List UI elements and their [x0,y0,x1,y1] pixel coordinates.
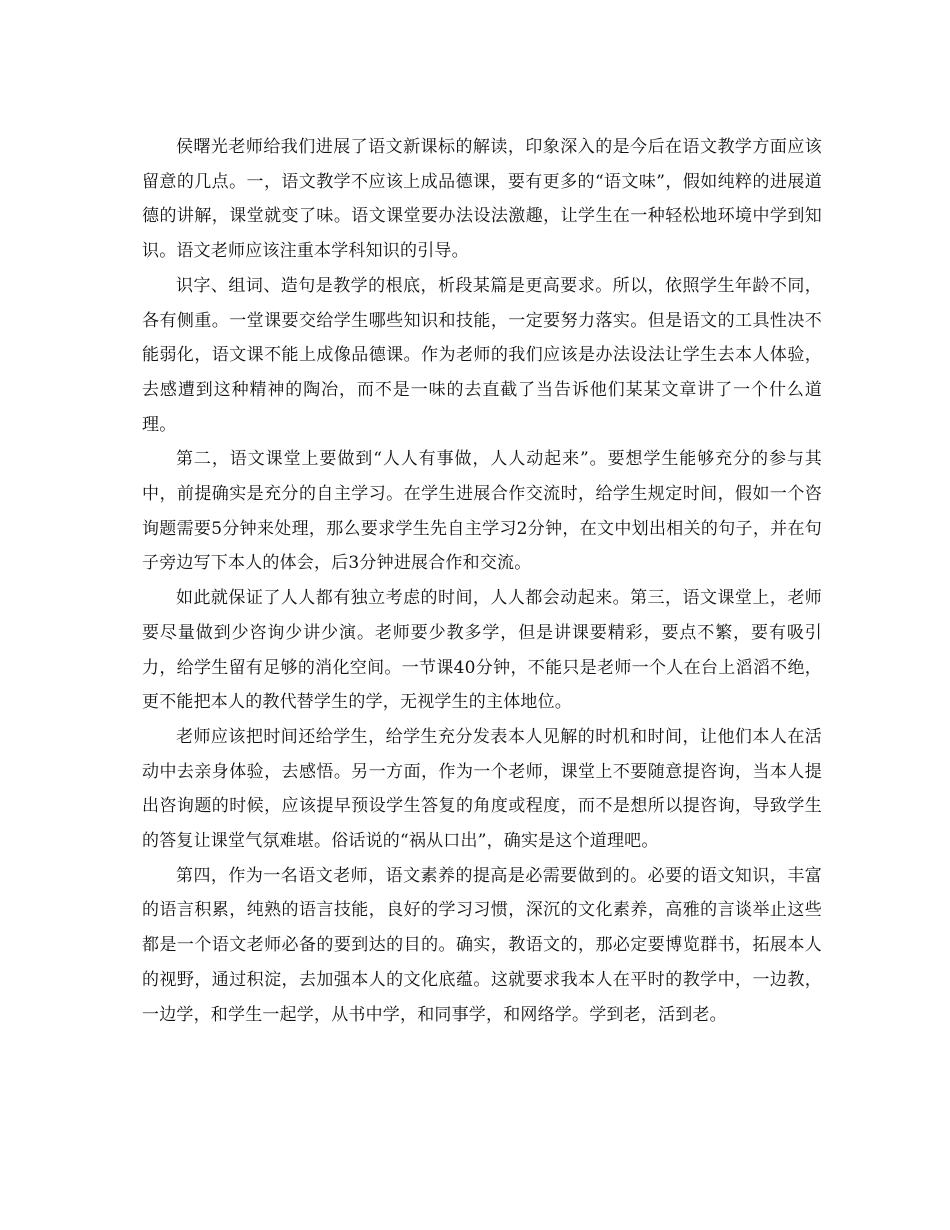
document-body [142,130,822,1032]
paragraph-4: 如此就保证了人人都有独立考虑的时间，人人都会动起来。第三，语文课堂上，老师要尽量做到少咨询少讲少演。老师要少教多学，但是讲课要精彩，要点不繁，要有吸引力，给学生留有足够的消化空间。一节课40分钟，不能只是老师一个人在台上滔滔不绝，更不能把本人的教代替学生的学，无视学生的主体地位。 [142,588,822,713]
paragraph-2: 识字、组词、造句是教学的根底，析段某篇是更高要求。所以，依照学生年龄不同，各有侧重。一堂课要交给学生哪些知识和技能，一定要努力落实。但是语文的工具性决不能弱化，语文课不能上成像品德课。作为老师的我们应该是办法设法让学生去本人体验，去感遭到这种精神的陶冶，而不是一味的去直截了当告诉他们某某文章讲了一个什么道理。 [142,275,822,435]
paragraph-3: 第二，语文课堂上要做到“人人有事做，人人动起来”。要想学生能够充分的参与其中，前提确实是充分的自主学习。在学生进展合作交流时，给学生规定时间，假如一个咨询题需要5分钟来处理，那么要求学生先自主学习2分钟，在文中划出相关的句子，并在句子旁边写下本人的体会，后3分钟进展合作和交流。 [142,449,822,574]
paragraph-6: 第四，作为一名语文老师，语文素养的提高是必需要做到的。必要的语文知识，丰富的语言积累，纯熟的语言技能，良好的学习习惯，深沉的文化素养，高雅的言谈举止这些都是一个语文老师必备的要到达的目的。确实，教语文的，那必定要博览群书，拓展本人的视野，通过积淀，去加强本人的文化底蕴。这就要求我本人在平时的教学中，一边教，一边学，和学生一起学，从书中学，和同事学，和网络学。学到老，活到老。 [142,865,822,1025]
paragraph-5: 老师应该把时间还给学生，给学生充分发表本人见解的时机和时间，让他们本人在活动中去亲身体验，去感悟。另一方面，作为一个老师，课堂上不要随意提咨询，当本人提出咨询题的时候，应该提早预设学生答复的角度或程度，而不是想所以提咨询，导致学生的答复让课堂气氛难堪。俗话说的“祸从口出”，确实是这个道理吧。 [142,726,822,852]
paragraph-1: 侯曙光老师给我们进展了语文新课标的解读，印象深入的是今后在语文教学方面应该留意的几点。一，语文教学不应该上成品德课，要有更多的“语文味”，假如纯粹的进展道德的讲解，课堂就变了味。语文课堂要办法设法激趣，让学生在一种轻松地环境中学到知识。语文老师应该注重本学科知识的引导。 [142,137,822,262]
